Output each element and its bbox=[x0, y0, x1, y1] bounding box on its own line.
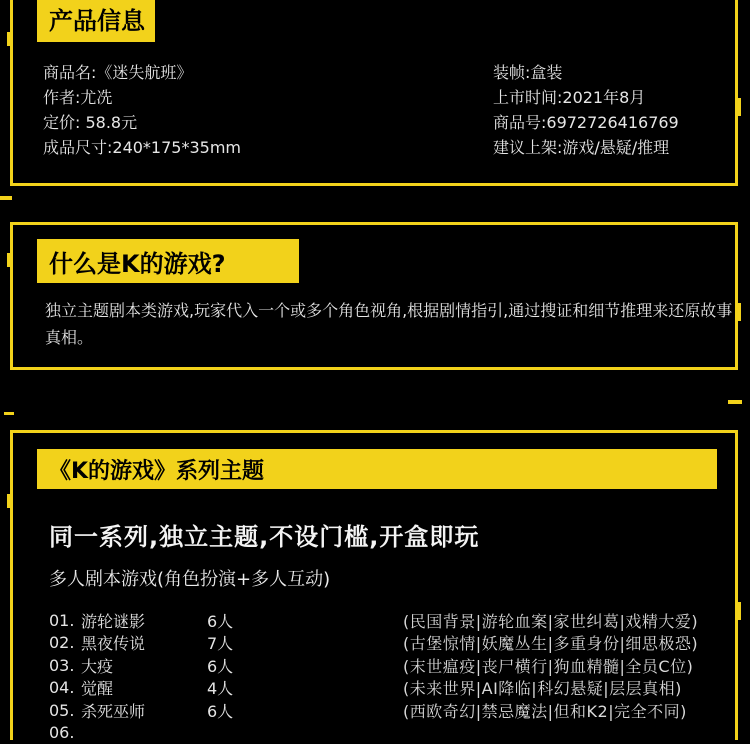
game-players: 6人 bbox=[207, 654, 403, 677]
decorative-tick bbox=[4, 412, 14, 415]
game-row bbox=[49, 654, 729, 677]
game-row bbox=[49, 632, 729, 655]
product-info-left-column bbox=[43, 60, 241, 160]
game-title: 杀死巫师 bbox=[81, 699, 207, 722]
product-name: 商品名:《迷失航班》 bbox=[43, 60, 241, 85]
game-number: 05. bbox=[49, 701, 81, 720]
series-subtitle: 多人剧本游戏(角色扮演+多人互动) bbox=[49, 565, 330, 591]
product-info-panel bbox=[10, 0, 738, 186]
product-shelf-category: 建议上架:游戏/悬疑/推理 bbox=[493, 135, 679, 160]
game-row bbox=[49, 699, 729, 722]
game-row bbox=[49, 609, 729, 632]
game-number: 02. bbox=[49, 633, 81, 652]
product-author: 作者:尤冼 bbox=[43, 85, 241, 110]
game-number: 01. bbox=[49, 611, 81, 630]
game-title: 游轮谜影 bbox=[81, 609, 207, 632]
game-players: 4人 bbox=[207, 676, 403, 699]
game-number: 06. bbox=[49, 723, 81, 742]
game-row bbox=[49, 677, 729, 700]
series-panel bbox=[10, 430, 738, 740]
product-release-date: 上市时间:2021年8月 bbox=[493, 85, 679, 110]
game-tags: (西欧奇幻|禁忌魔法|但和K2|完全不同) bbox=[403, 699, 687, 722]
game-players: 6人 bbox=[207, 609, 403, 632]
game-tags: (民国背景|游轮血案|家世纠葛|戏精大爱) bbox=[403, 609, 698, 632]
game-players: 7人 bbox=[207, 631, 403, 654]
game-row bbox=[49, 722, 729, 744]
game-tags: (末世瘟疫|丧尸横行|狗血精髓|全员C位) bbox=[403, 654, 693, 677]
decorative-tick bbox=[728, 400, 742, 404]
product-size: 成品尺寸:240*175*35mm bbox=[43, 135, 241, 160]
game-tags: (古堡惊情|妖魔丛生|多重身份|细思极恐) bbox=[403, 631, 698, 654]
game-tags: (未来世界|AI降临|科幻悬疑|层层真相) bbox=[403, 676, 682, 699]
product-binding: 装帧:盒装 bbox=[493, 60, 679, 85]
game-title: 大疫 bbox=[81, 654, 207, 677]
what-is-k-game-panel bbox=[10, 222, 738, 370]
game-title: 黑夜传说 bbox=[81, 631, 207, 654]
game-number: 04. bbox=[49, 678, 81, 697]
product-info-title: 产品信息 bbox=[37, 0, 155, 42]
product-info-right-column bbox=[493, 60, 679, 160]
game-players: 6人 bbox=[207, 699, 403, 722]
what-is-k-game-title: 什么是K的游戏? bbox=[37, 239, 299, 283]
what-is-k-game-description: 独立主题剧本类游戏,玩家代入一个或多个角色视角,根据剧情指引,通过搜证和细节推理来还原故事真相。 bbox=[45, 297, 735, 351]
product-code: 商品号:6972726416769 bbox=[493, 110, 679, 135]
product-price: 定价: 58.8元 bbox=[43, 110, 241, 135]
series-tagline: 同一系列,独立主题,不设门槛,开盒即玩 bbox=[49, 517, 479, 552]
series-title: 《K的游戏》系列主题 bbox=[37, 449, 717, 489]
game-title: 觉醒 bbox=[81, 676, 207, 699]
game-number: 03. bbox=[49, 656, 81, 675]
decorative-tick bbox=[0, 196, 12, 200]
game-list bbox=[49, 609, 729, 744]
